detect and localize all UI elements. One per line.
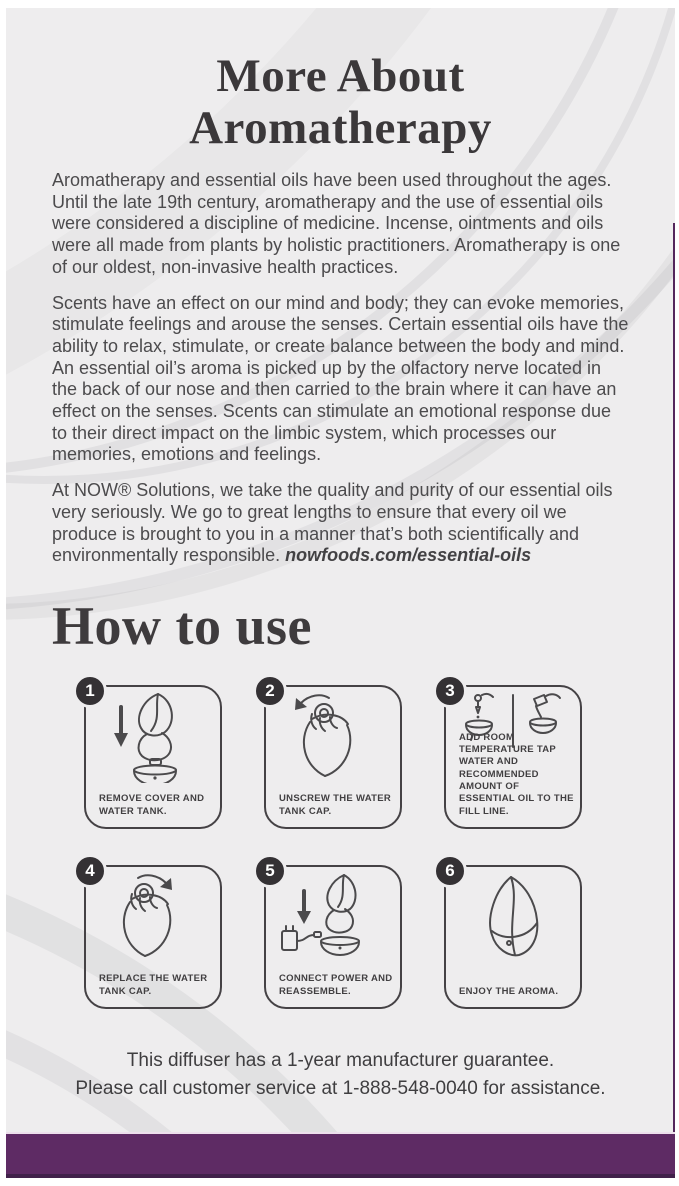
how-to-use-steps [84, 680, 675, 1009]
step-2-caption: UNSCREW THE WATER TANK CAP. [279, 793, 392, 817]
step-1-box [84, 680, 222, 829]
paragraph-quality [52, 480, 629, 567]
customer-service-line: Please call customer service at 1-888-548-0040 for assistance. [75, 1077, 606, 1099]
page-title-line2: Aromatherapy [189, 102, 492, 154]
step-3-caption: ADD ROOM TEMPERATURE TAP WATER AND RECOMMENDED AMOUNT OF ESSENTIAL OIL TO THE FILL LINE. [459, 731, 574, 817]
step-3-number-badge: 3 [433, 674, 467, 708]
bottom-accent-band [6, 1132, 675, 1178]
paragraph-scents: Scents have an effect on our mind and body; they can evoke memories, stimulate feelings and arouse the senses. Certain essential oils have the ability to relax, stimulate, or create balance between the body and mind. An essential oil’s aroma is picked up by the olfactory nerve located in the back of our nose and then carried to the brain where it can have an effect on the senses. Scents can stimulate an emotional response due to their direct impact on the limbic system, which processes our memories, emotions and feelings. [52, 292, 629, 465]
step-6-caption: ENJOY THE AROMA. [459, 985, 559, 997]
step-5-box [264, 860, 402, 1009]
website-link: nowfoods.com/essential-oils [285, 545, 532, 566]
power-adapter-reassemble-icon [266, 871, 400, 963]
assembled-diffuser-icon [446, 871, 580, 963]
paragraph-history: Aromatherapy and essential oils have been used throughout the ages. Until the late 19th century, aromatherapy and the use of essential oils were considered a discipline of medicine. Incense, ointments and oils were all made from plants by holistic practitioners. Aromatherapy is one of our oldest, non-invasive health practices. [52, 170, 621, 277]
paragraph-quality-text: At NOW® Solutions, we take the quality and purity of our essential oils very seriously. We go to great lengths to ensure that every oil we produce is brought to you in a manner that’s both scientifically and environmentally responsible. [52, 480, 613, 566]
step-3-box [444, 680, 582, 829]
step-1-number-badge: 1 [73, 674, 107, 708]
how-to-use-heading: How to use [52, 595, 312, 656]
step-4-number-badge: 4 [73, 854, 107, 888]
step-5-number-badge: 5 [253, 854, 287, 888]
page-title [46, 50, 635, 154]
right-edge-accent [673, 223, 675, 1132]
step-6-number-badge: 6 [433, 854, 467, 888]
hands-screw-cap-icon [86, 871, 220, 963]
step-5-caption: CONNECT POWER AND REASSEMBLE. [279, 973, 393, 997]
guarantee-line: This diffuser has a 1-year manufacturer guarantee. [126, 1049, 555, 1071]
about-paragraphs [52, 170, 629, 567]
step-2-number-badge: 2 [253, 674, 287, 708]
step-4-caption: REPLACE THE WATER TANK CAP. [99, 973, 208, 997]
step-4-box [84, 860, 222, 1009]
page-title-line1: More About [216, 50, 465, 102]
package-panel [6, 8, 675, 1178]
step-2-box [264, 680, 402, 829]
guarantee-footer [6, 1047, 675, 1103]
step-6-box [444, 860, 582, 1009]
hands-unscrew-cap-icon [266, 691, 400, 783]
diffuser-exploded-arrow-icon [86, 691, 220, 783]
step-1-caption: REMOVE COVER AND WATER TANK. [99, 793, 205, 817]
